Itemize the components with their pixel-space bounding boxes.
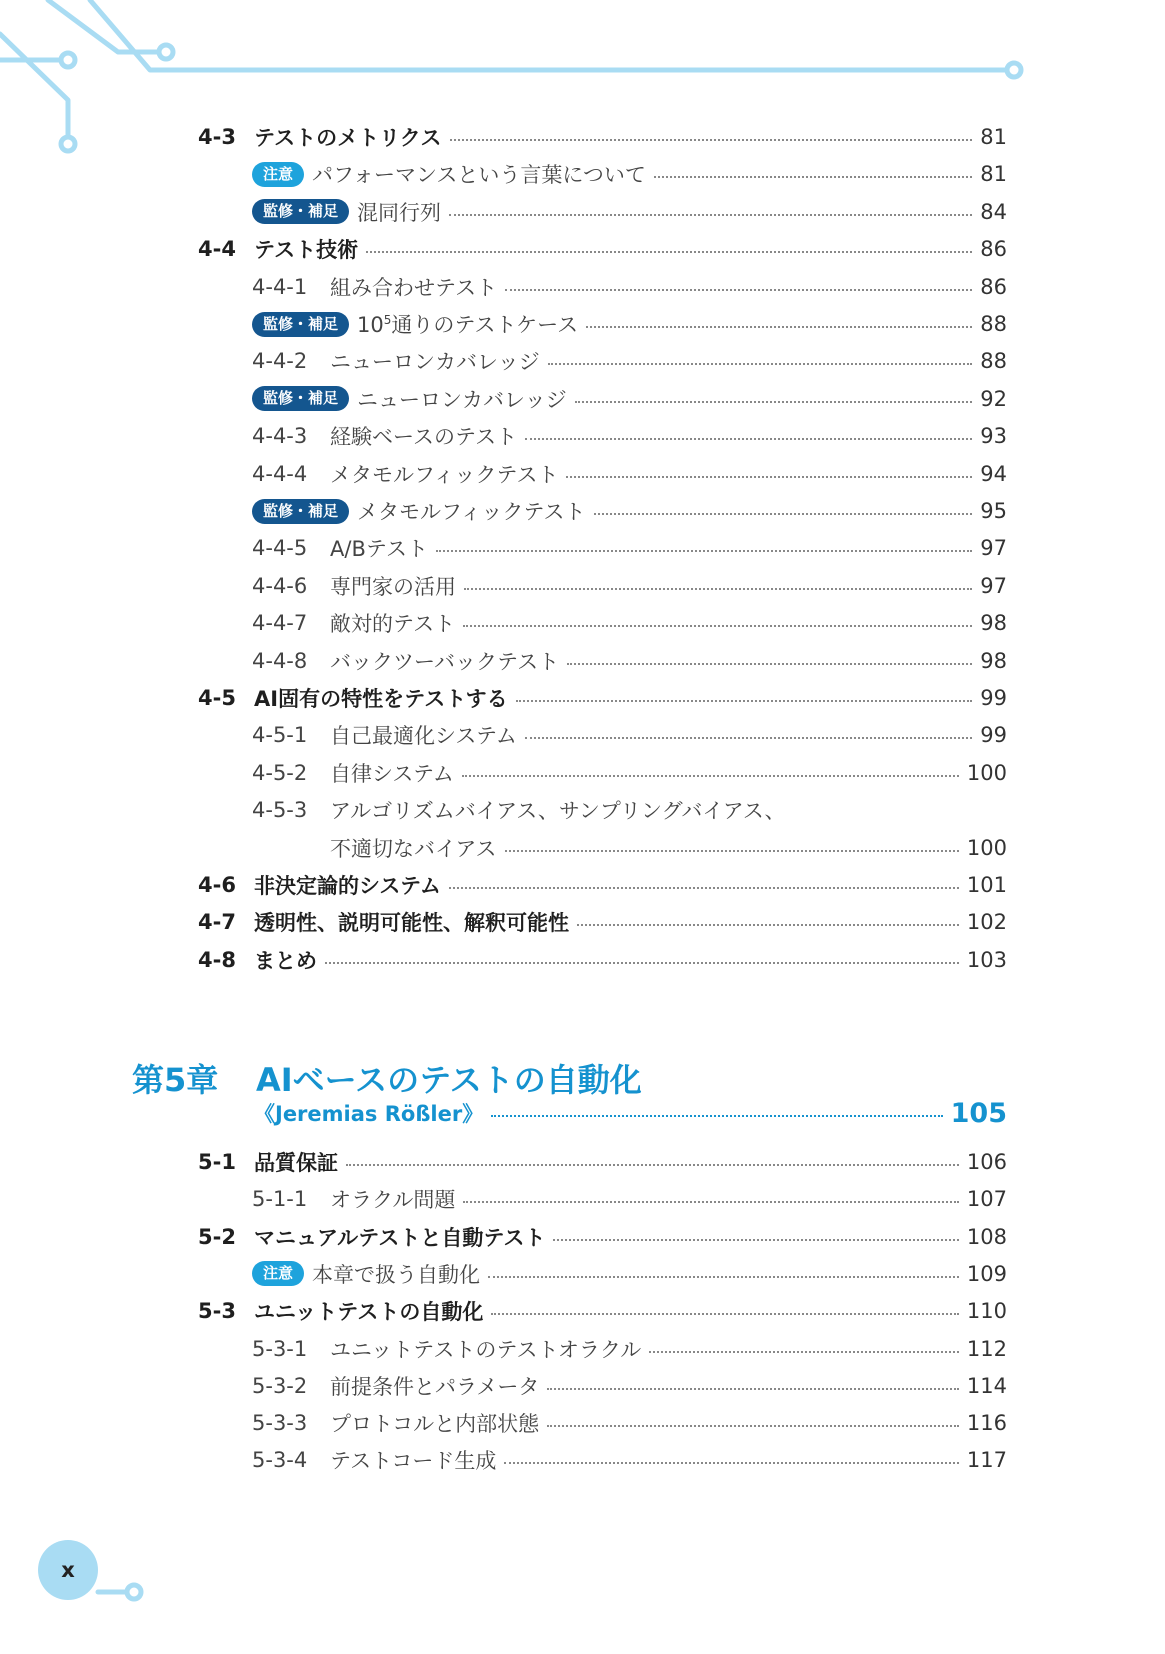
entry-number: 4-4-5 <box>252 536 308 561</box>
entry-number: 4-8 <box>198 947 236 972</box>
entry-number: 5-1 <box>198 1150 236 1174</box>
toc-entry[interactable] <box>252 420 1007 452</box>
entry-title <box>330 1334 641 1364</box>
supervise-badge: 監修・補足 <box>252 199 349 224</box>
entry-title-text: AI固有の特性をテストする <box>254 687 508 711</box>
chapter-author: 《Jeremias Rößler》 <box>254 1102 484 1126</box>
entry-page: 98 <box>980 648 1007 673</box>
leader-dots <box>594 513 973 515</box>
entry-page: 81 <box>980 125 1007 149</box>
entry-page: 98 <box>980 611 1007 636</box>
entry-title <box>330 1371 539 1401</box>
leader-dots <box>586 326 972 328</box>
toc-entry[interactable] <box>198 1146 1007 1178</box>
leader-dots <box>649 1351 959 1353</box>
toc-entry[interactable] <box>198 121 1007 153</box>
entry-title-text: 品質保証 <box>254 1151 338 1175</box>
entry-title <box>357 309 578 339</box>
entry-title-text: メタモルフィックテスト <box>330 462 559 487</box>
leader-dots <box>525 438 972 440</box>
leader-dots <box>516 700 973 702</box>
entry-page: 95 <box>980 499 1007 523</box>
leader-dots <box>464 588 972 590</box>
entry-title <box>330 421 517 451</box>
entry-title-text: バックツーバックテスト <box>330 649 560 674</box>
toc-entry[interactable] <box>252 719 1007 751</box>
entry-title-text: マニュアルテストと自動テスト <box>254 1225 546 1250</box>
entry-page: 116 <box>966 1411 1007 1436</box>
entry-title-text: 通りのテストケース <box>391 313 579 337</box>
entry-page: 88 <box>980 349 1007 374</box>
entry-title-text: ニューロンカバレッジ <box>357 387 567 412</box>
entry-page: 107 <box>966 1187 1007 1212</box>
entry-page: 97 <box>980 536 1007 561</box>
leader-dots <box>449 887 959 889</box>
toc-entry[interactable] <box>252 158 1007 190</box>
entry-page: 114 <box>966 1373 1007 1398</box>
leader-dots <box>491 1313 959 1315</box>
entry-title-text: 組み合わせテスト <box>330 275 498 300</box>
toc-entry[interactable] <box>198 906 1007 938</box>
entry-title-text: 敵対的テスト <box>330 612 456 637</box>
entry-title <box>254 870 441 900</box>
entry-page: 93 <box>980 424 1007 449</box>
entry-number: 4-3 <box>198 125 236 149</box>
entry-title-text: ユニットテストのテストオラクル <box>330 1337 642 1362</box>
entry-title-text: 自律システム <box>330 761 454 786</box>
entry-page: 99 <box>980 723 1007 748</box>
entry-title <box>330 795 786 825</box>
entry-page: 112 <box>966 1336 1007 1361</box>
entry-number: 4-4-2 <box>252 349 308 374</box>
entry-title-text: メタモルフィックテスト <box>357 500 586 524</box>
entry-title <box>330 1408 539 1438</box>
toc-entry[interactable] <box>198 869 1007 901</box>
entry-title-text: プロトコルと内部状態 <box>330 1412 540 1437</box>
toc-entry[interactable] <box>252 1370 1007 1402</box>
page-folio: x <box>38 1540 98 1600</box>
entry-title <box>312 1259 480 1289</box>
toc-entry[interactable] <box>252 570 1007 602</box>
chapter-author-row[interactable] <box>254 1095 1007 1131</box>
chapter-page: 105 <box>950 1097 1007 1129</box>
entry-number: 4-5-1 <box>252 723 308 748</box>
entry-page: 108 <box>966 1224 1007 1249</box>
leader-dots <box>654 176 972 178</box>
entry-title <box>330 459 558 489</box>
toc-entry[interactable] <box>252 271 1007 303</box>
entry-title <box>254 1296 483 1326</box>
entry-page: 86 <box>980 237 1007 262</box>
leader-dots <box>505 850 959 852</box>
leader-dots <box>547 1388 959 1390</box>
entry-number: 4-4-3 <box>252 424 308 449</box>
toc-entry[interactable] <box>198 682 1007 714</box>
leader-dots <box>450 139 973 141</box>
entry-number: 5-3-3 <box>252 1411 308 1436</box>
leader-dots <box>436 550 972 552</box>
toc-entry[interactable] <box>198 233 1007 265</box>
toc-entry[interactable] <box>198 1295 1007 1327</box>
toc-entry[interactable] <box>252 757 1007 789</box>
entry-page: 109 <box>966 1261 1007 1286</box>
toc-entry[interactable] <box>252 1333 1007 1365</box>
entry-page: 99 <box>980 686 1007 710</box>
leader-dots <box>525 737 972 739</box>
entry-title <box>357 384 567 414</box>
toc-entry[interactable] <box>252 1407 1007 1439</box>
toc-entry[interactable] <box>252 832 1007 864</box>
entry-title <box>330 1184 455 1214</box>
entry-title-text: 非決定論的システム <box>254 874 441 898</box>
chapter-number: 第5章 <box>132 1061 219 1099</box>
entry-title-text: 経験ベースのテスト <box>330 425 518 450</box>
entry-number: 5-3-4 <box>252 1448 308 1473</box>
entry-page: 101 <box>966 873 1007 897</box>
entry-title-text: テストのメトリクス <box>254 126 442 150</box>
toc-entry[interactable] <box>252 458 1007 490</box>
entry-number: 5-3-2 <box>252 1373 308 1398</box>
entry-title <box>330 272 497 302</box>
entry-title-prefix: 10 <box>357 313 384 337</box>
entry-title-text: ユニットテストの自動化 <box>254 1300 484 1325</box>
entry-title <box>254 945 317 975</box>
entry-title-text: 混同行列 <box>357 200 442 225</box>
supervise-badge: 監修・補足 <box>252 386 349 411</box>
entry-title-text: 専門家の活用 <box>330 574 456 599</box>
leader-dots <box>547 1425 959 1427</box>
entry-number: 4-4 <box>198 237 236 262</box>
entry-title-text: 本章で扱う自動化 <box>312 1262 481 1287</box>
leader-dots <box>449 214 972 216</box>
entry-page: 103 <box>966 947 1007 972</box>
entry-title-superscript: 5 <box>383 313 392 327</box>
entry-title <box>357 496 585 526</box>
entry-title-text: まとめ <box>254 948 317 973</box>
entry-title-text: テスト技術 <box>254 238 359 263</box>
entry-title-text: ニューロンカバレッジ <box>330 350 540 375</box>
entry-title-text: 前提条件とパラメータ <box>330 1374 540 1399</box>
leader-dots <box>463 1201 959 1203</box>
entry-title <box>357 197 441 227</box>
supervise-badge: 監修・補足 <box>252 312 349 337</box>
leader-dots <box>488 1276 959 1278</box>
entry-title <box>330 720 517 750</box>
toc-entry[interactable] <box>252 345 1007 377</box>
leader-dots <box>575 401 972 403</box>
entry-title <box>330 571 456 601</box>
entry-title <box>330 1445 496 1475</box>
entry-title <box>254 907 569 937</box>
entry-number: 5-1-1 <box>252 1187 308 1212</box>
toc-entry[interactable] <box>252 1183 1007 1215</box>
leader-dots <box>567 663 972 665</box>
toc-entry[interactable] <box>252 495 1007 527</box>
entry-title-text: オラクル問題 <box>330 1188 456 1213</box>
entry-number: 4-7 <box>198 910 236 935</box>
toc-entry[interactable] <box>198 944 1007 976</box>
entry-title-text: テストコード生成 <box>330 1449 497 1474</box>
leader-dots <box>325 962 959 964</box>
leader-dots <box>548 363 972 365</box>
chapter-title: AIベースのテストの自動化 <box>256 1061 642 1099</box>
leader-dots <box>346 1164 959 1166</box>
entry-page: 110 <box>966 1299 1007 1324</box>
entry-number: 5-3 <box>198 1299 236 1324</box>
entry-page: 81 <box>980 162 1007 187</box>
entry-title-text: 透明性、説明可能性、解釈可能性 <box>254 911 569 936</box>
leader-dots <box>366 251 972 253</box>
toc-entry[interactable] <box>198 1221 1007 1253</box>
entry-number: 5-2 <box>198 1224 236 1249</box>
entry-title <box>330 833 497 863</box>
toc-entry[interactable] <box>252 383 1007 415</box>
entry-title-text: パフォーマンスという言葉について <box>312 163 646 188</box>
entry-title <box>254 234 358 264</box>
entry-title <box>254 683 508 713</box>
entry-page: 92 <box>980 386 1007 411</box>
leader-dots <box>505 289 972 291</box>
entry-page: 106 <box>966 1150 1007 1174</box>
entry-title-text: 自己最適化システム <box>330 724 517 749</box>
leader-dots <box>491 1115 942 1117</box>
entry-page: 100 <box>966 835 1007 860</box>
entry-page: 94 <box>980 461 1007 486</box>
toc-entry[interactable] <box>252 308 1007 340</box>
entry-number: 4-4-7 <box>252 611 308 636</box>
entry-number: 4-5-3 <box>252 798 308 823</box>
leader-dots <box>553 1239 958 1241</box>
entry-title <box>330 758 454 788</box>
leader-dots <box>462 775 959 777</box>
entry-title <box>330 346 540 376</box>
leader-dots <box>463 625 972 627</box>
entry-number: 4-6 <box>198 873 236 897</box>
entry-number: 5-3-1 <box>252 1336 308 1361</box>
entry-title-text: A/Bテスト <box>330 537 429 562</box>
toc-entry[interactable] <box>252 607 1007 639</box>
supervise-badge: 監修・補足 <box>252 499 349 524</box>
toc-entry[interactable] <box>252 645 1007 677</box>
entry-number: 4-4-1 <box>252 274 308 299</box>
entry-title <box>330 646 559 676</box>
entry-page: 88 <box>980 312 1007 336</box>
entry-title <box>330 608 455 638</box>
entry-number: 4-4-8 <box>252 648 308 673</box>
toc-entry[interactable] <box>252 1444 1007 1476</box>
caution-badge: 注意 <box>252 162 304 187</box>
entry-number: 4-5 <box>198 686 236 710</box>
leader-dots <box>566 476 972 478</box>
entry-title-text: 不適切なバイアス <box>330 836 497 861</box>
entry-page: 117 <box>966 1448 1007 1473</box>
caution-badge: 注意 <box>252 1261 304 1286</box>
entry-title <box>330 533 428 563</box>
toc-entry[interactable] <box>252 794 1007 826</box>
entry-page: 102 <box>966 910 1007 935</box>
entry-number: 4-5-2 <box>252 760 308 785</box>
entry-title <box>254 1147 338 1177</box>
toc-entry[interactable] <box>252 196 1007 228</box>
toc-entry[interactable] <box>252 1258 1007 1290</box>
leader-dots <box>504 1462 959 1464</box>
leader-dots <box>577 924 959 926</box>
entry-page: 100 <box>966 760 1007 785</box>
entry-title <box>254 122 442 152</box>
entry-number: 4-4-4 <box>252 461 308 486</box>
entry-page: 86 <box>980 274 1007 299</box>
entry-title <box>312 159 646 189</box>
entry-number: 4-4-6 <box>252 573 308 598</box>
entry-page: 97 <box>980 573 1007 598</box>
entry-title-text: アルゴリズムバイアス、サンプリングバイアス、 <box>330 799 786 824</box>
toc-entry[interactable] <box>252 532 1007 564</box>
entry-page: 84 <box>980 199 1007 224</box>
entry-title <box>254 1222 545 1252</box>
